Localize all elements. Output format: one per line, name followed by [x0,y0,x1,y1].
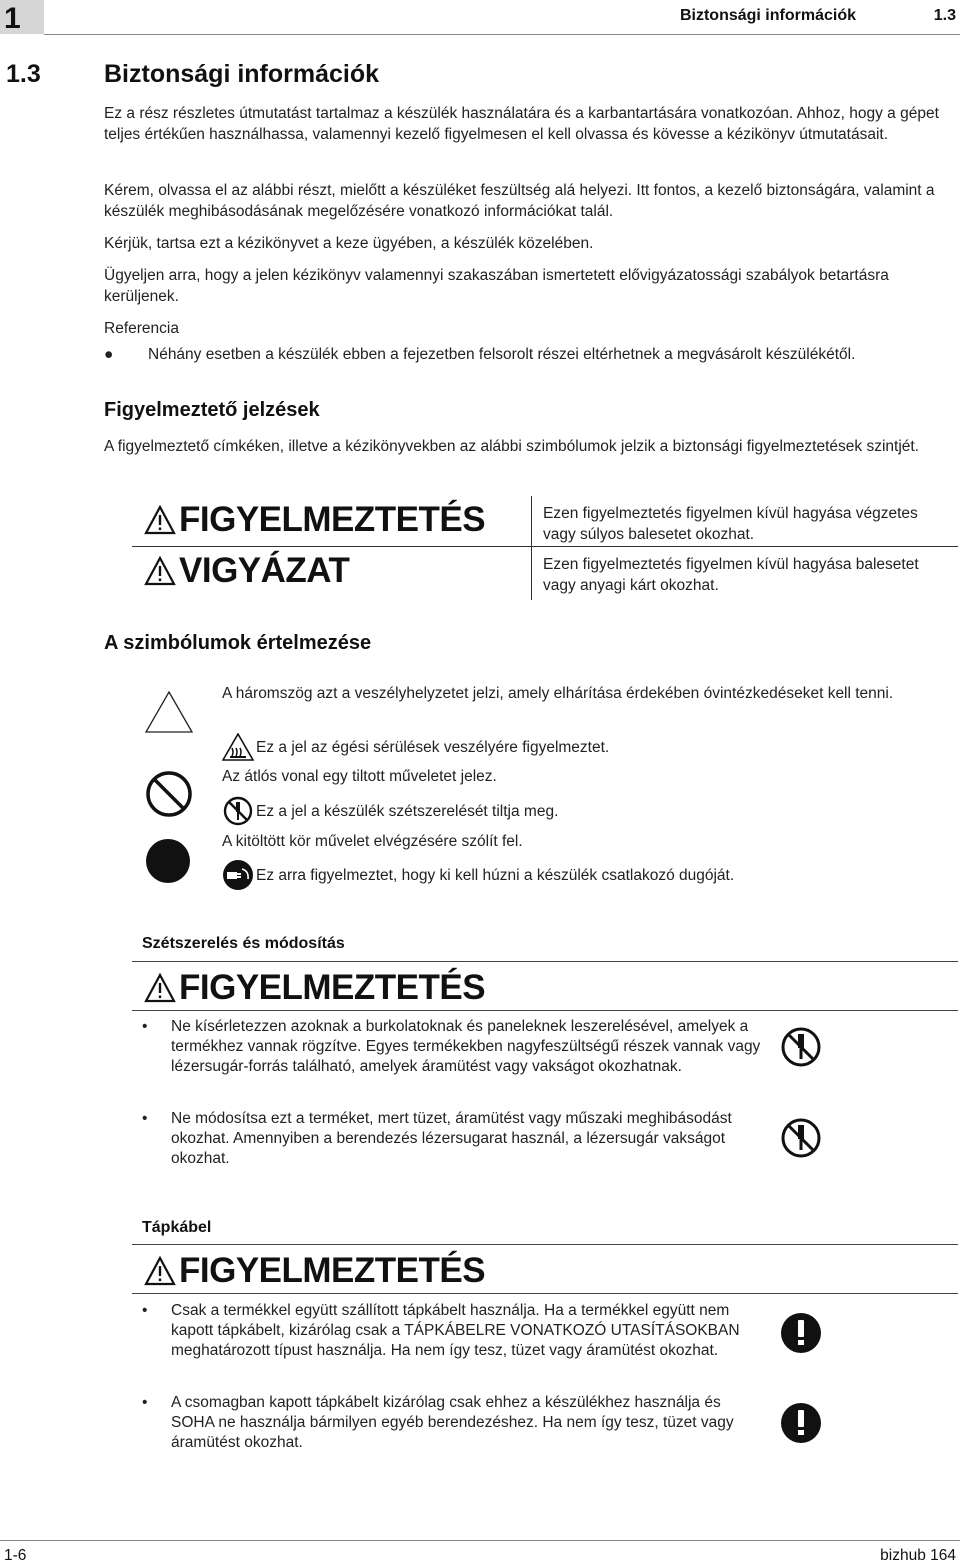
unplug-row [222,859,734,891]
disassembly-text: Ez a jel a készülék szétszerelését tiltja meg. [256,802,559,820]
warning-triangle-icon [144,1256,176,1286]
caution-label-row [144,551,349,591]
reference-bullet-text: Néhány esetben a készülék ebben a fejezetben felsorolt részei eltérhetnek a megvásárolt készülékétől. [148,346,856,363]
warning-triangle-icon [144,505,176,535]
product-name: bizhub 164 [880,1547,956,1564]
mandatory-action-icon [780,1402,822,1444]
warnings-text: A figyelmeztető címkéken, illetve a kézikönyvekben az alábbi szimbólumok jelzik a biztonsági figyelmeztetések szintjét. [104,438,919,455]
power-cable-warning-label-row [144,1251,485,1291]
caution-triangle-icon [144,556,176,586]
intro-paragraph-2: Kérem, olvassa el az alábbi részt, mielőtt a készüléket feszültség alá helyezi. Itt fontos, a kezelő biztonságára, valamint a készülék meghibásodásának megelőzésére vonatkozó információkat talál. [104,182,935,220]
page-header [0,0,960,36]
warning-triangle-icon [144,973,176,1003]
bullet-icon: ● [104,346,114,363]
unplug-icon [222,859,254,891]
burn-warning-text: Ez a jel az égési sérülések veszélyére figyelmeztet. [256,738,610,756]
header-title: Biztonsági információk [679,7,856,24]
mandatory-action-icon [780,1312,822,1354]
power-cable-warning-bar [132,1244,958,1294]
intro-paragraph-3: Kérjük, tartsa ezt a kézikönyvet a keze ügyében, a készülék közelében. [104,235,594,252]
section-title-text: Biztonsági információk [104,60,380,88]
section-title [6,60,379,89]
table-row-divider [132,546,958,547]
disassembly-heading: Szétszerelés és módosítás [142,935,345,952]
no-disassembly-icon [780,1026,822,1068]
unplug-text: Ez arra figyelmeztet, hogy ki kell húzni a készülék csatlakozó dugóját. [256,866,735,884]
bullet-icon: • [142,1018,148,1035]
intro-paragraph-4: Ügyeljen arra, hogy a jelen kézikönyv valamennyi szakaszában ismertetett elővigyázatossági szabályok betartásra kerüljenek. [104,267,889,305]
no-disassembly-icon [222,796,254,826]
reference-label: Referencia [104,320,179,337]
triangle-explanation: A háromszög azt a veszélyhelyzetet jelzi, amely elhárítása érdekében óvintézkedéseket kell tenni. [222,685,894,702]
section-number: 1.3 [6,60,41,88]
hot-surface-icon [222,733,254,761]
warnings-heading: Figyelmeztető jelzések [104,399,320,421]
prohibition-circle-icon [145,770,193,818]
warning-label: FIGYELMEZTETÉS [179,500,486,539]
page-number: 1-6 [4,1547,27,1564]
bullet-icon: • [142,1302,148,1319]
caution-description: Ezen figyelmeztetés figyelmen kívül hagyása balesetet vagy anyagi kárt okozhat. [543,556,919,594]
hazard-triangle-icon [144,690,194,734]
table-divider [531,496,532,600]
symbols-heading: A szimbólumok értelmezése [104,632,372,654]
warning-description: Ezen figyelmeztetés figyelmen kívül hagyása végzetes vagy súlyos balesetet okozhat. [543,505,918,543]
power-cable-warning-label: FIGYELMEZTETÉS [179,1251,486,1290]
warning-level-table [132,496,958,600]
filled-circle-icon [145,838,191,884]
header-section-number: 1.3 [933,7,956,24]
power-cable-heading: Tápkábel [142,1219,212,1236]
bullet-icon: • [142,1394,148,1411]
footer-rule [0,1540,960,1541]
header-rule [44,34,960,35]
disassembly-row [222,796,558,826]
power-cable-item-text: A csomagban kapott tápkábelt kizárólag csak ehhez a készülékhez használja és SOHA ne használja bármilyen egyéb berendezéshez. Ha nem így tesz, tüzet vagy áramütést okozhat. [171,1394,734,1451]
disassembly-warning-label: FIGYELMEZTETÉS [179,968,486,1007]
warning-label-row [144,500,485,540]
caution-label: VIGYÁZAT [179,551,350,590]
disassembly-warning-bar [132,961,958,1011]
filled-circle-explanation: A kitöltött kör művelet elvégzésére szólít fel. [222,833,523,850]
chapter-number: 1 [4,2,21,35]
no-modification-icon [780,1117,822,1159]
disassembly-item-text: Ne kísérletezzen azoknak a burkolatoknak és paneleknek leszerelésével, amelyek a termékhez vannak rögzítve. Egyes termékekben nagyfeszültségű részek vannak vagy lézersugár-forrás található, amelyek áramütést vagy vakságot okozhatnak. [171,1018,761,1075]
disassembly-item-text: Ne módosítsa ezt a terméket, mert tüzet, áramütést vagy műszaki meghibásodást okozhat. Amennyiben a berendezés lézersugarat használ, a lézersugár vakságot okozhat. [171,1110,732,1167]
intro-paragraph-1: Ez a rész részletes útmutatást tartalmaz a készülék használatára és a karbantartására vonatkozóan. Ahhoz, hogy a gépet teljes értékűen használhassa, valamennyi kezelő figyelmesen el kell olvassa és kövesse a kézikönyv útmutatásait. [104,105,939,143]
bullet-icon: • [142,1110,148,1127]
disassembly-warning-label-row [144,968,485,1008]
power-cable-item-text: Csak a termékkel együtt szállított tápkábelt használja. Ha a termékkel együtt nem kapott tápkábelt, kizárólag csak a TÁPKÁBELRE VONATKOZÓ UTASÍTÁSOKBAN meghatározott típust használja. Ha nem így tesz, tüzet vagy áramütést okozhat. [171,1302,740,1359]
diagonal-explanation: Az átlós vonal egy tiltott műveletet jelez. [222,768,497,785]
burn-warning-row [222,733,609,761]
